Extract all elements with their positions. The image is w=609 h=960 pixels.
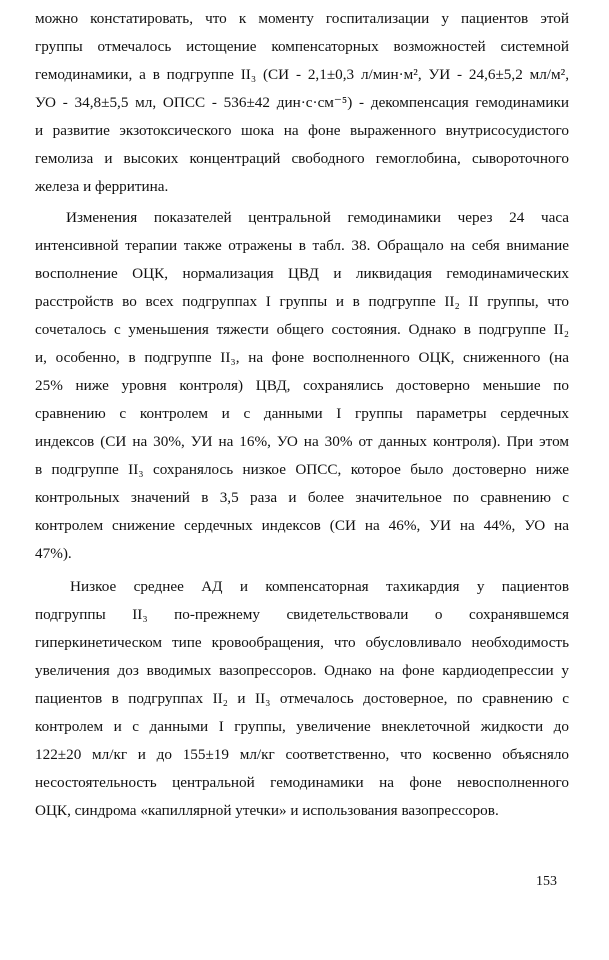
text-line: контролем снижение сердечных индексов (СИ на 46%, УИ на 44%, УО на [35,517,569,534]
text-line: в подгруппе II₃ сохранялось низкое ОПСС, которое было достоверно ниже [35,461,569,478]
text-line: индексов (СИ на 30%, УИ на 16%, УО на 30% от данных контроля). При этом [35,433,569,450]
text-line: и, особенно, в подгруппе II₃, на фоне восполненного ОЦК, сниженного (на [35,349,569,366]
text-line: сравнению с контролем и с данными I группы параметры сердечных [35,405,569,422]
page-number: 153 [536,874,557,889]
text-line: гиперкинетическом типе кровообращения, что обусловливало необходимость [35,634,569,651]
text-line: 122±20 мл/кг и до 155±19 мл/кг соответственно, что косвенно объясняло [35,746,569,763]
text-line: контрольных значений в 3,5 раза и более значительное по сравнению с [35,489,569,506]
text-line: сочеталось с уменьшения тяжести общего состояния. Однако в подгруппе II₂ [35,321,569,338]
text-line: интенсивной терапии также отражены в табл. 38. Обращало на себя внимание [35,237,569,254]
text-line: железа и ферритина. [35,178,169,195]
text-line: гемолиза и высоких концентраций свободного гемоглобина, сывороточного [35,150,569,167]
text-line: расстройств во всех подгруппах I группы и в подгруппе II₂ II группы, что [35,293,569,310]
text-line: УО - 34,8±5,5 мл, ОПСС - 536±42 дин·с·см⁻⁵) - декомпенсация гемодинамики [35,94,569,111]
text-line: Изменения показателей центральной гемодинамики через 24 часа [66,209,569,226]
text-line: пациентов в подгруппах II₂ и II₃ отмечалось достоверное, по сравнению с [35,690,569,707]
text-line: 47%). [35,545,72,562]
text-line: 25% ниже уровня контроля) ЦВД, сохранялись достоверно меньшие по [35,377,569,394]
text-line: и развитие экзотоксического шока на фоне выраженного внутрисосудистого [35,122,569,139]
text-line: восполнение ОЦК, нормализация ЦВД и ликвидация гемодинамических [35,265,569,282]
text-line: можно констатировать, что к моменту госпитализации у пациентов этой [35,10,569,27]
text-line: гемодинамики, а в подгруппе II₃ (СИ - 2,1±0,3 л/мин·м², УИ - 24,6±5,2 мл/м², [35,66,569,83]
text-line: группы отмечалось истощение компенсаторных возможностей системной [35,38,569,55]
text-line: подгруппы II₃ по-прежнему свидетельствовали о сохранявшемся [35,606,569,623]
text-line: контролем и с данными I группы, увеличение внеклеточной жидкости до [35,718,569,735]
text-line: увеличения доз вводимых вазопрессоров. Однако на фоне кардиодепрессии у [35,662,569,679]
text-line: несостоятельность центральной гемодинамики на фоне невосполненного [35,774,569,791]
text-line: ОЦК, синдрома «капиллярной утечки» и использования вазопрессоров. [35,802,499,819]
text-line: Низкое среднее АД и компенсаторная тахикардия у пациентов [70,578,569,595]
